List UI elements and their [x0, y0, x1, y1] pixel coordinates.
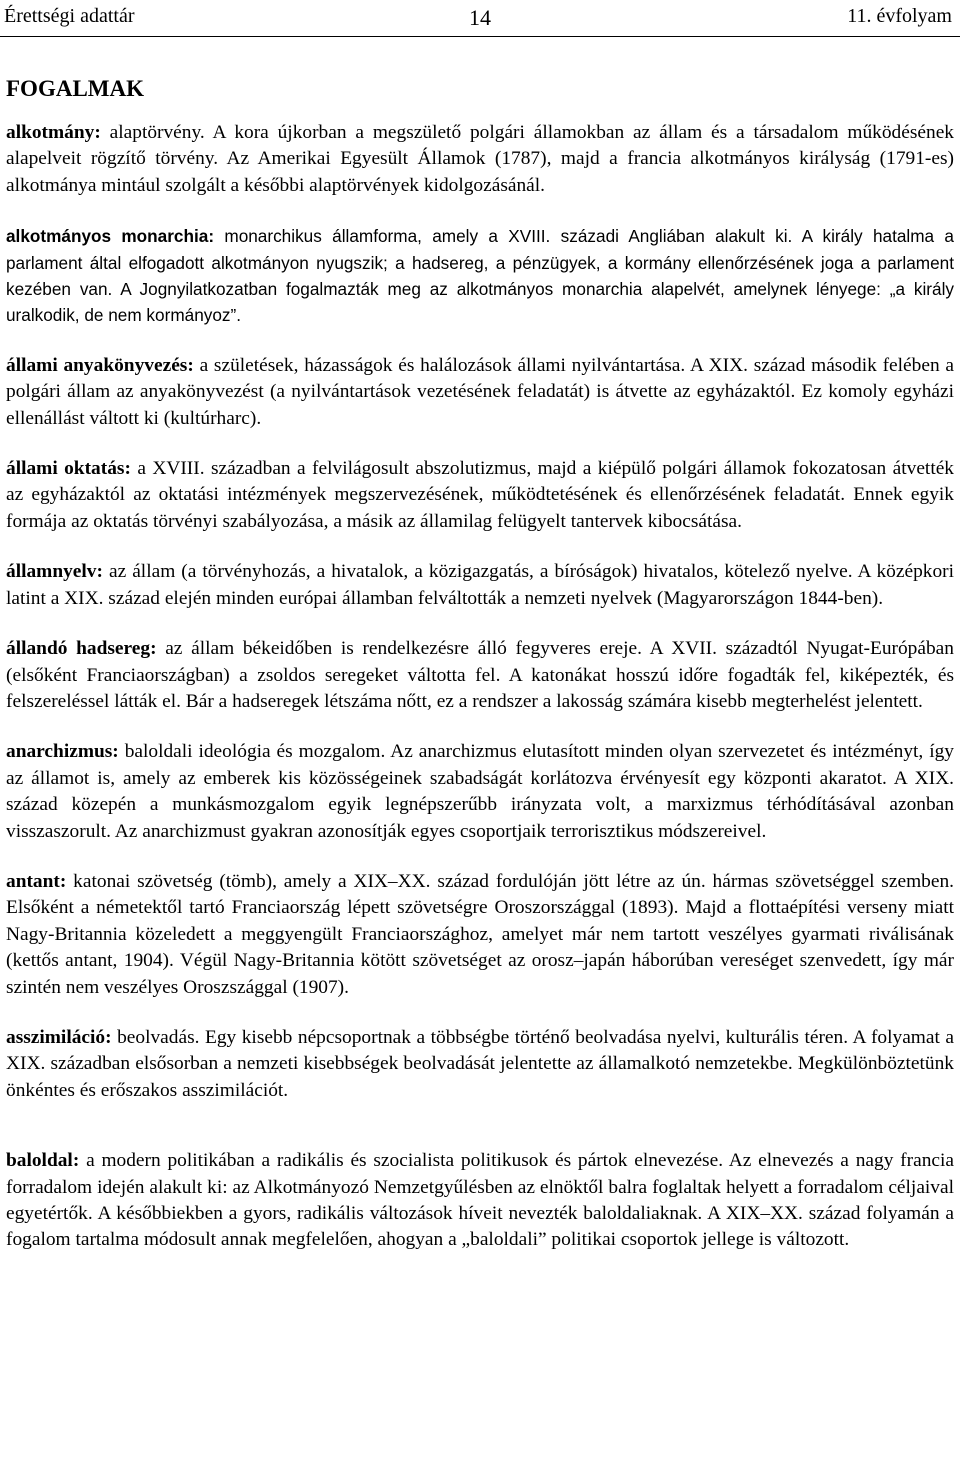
glossary-entry [6, 559, 954, 612]
entry-term: államnyelv: [6, 561, 103, 583]
entry-term: anarchizmus: [6, 741, 119, 763]
page-header [0, 0, 960, 37]
glossary-entry [6, 120, 954, 199]
entry-term: alkotmány: [6, 122, 101, 143]
entry-definition: katonai szövetség (tömb), amely a XIX–XX. század fordulóján jött létre az ún. hármas szövetséggel szemben. Elsőként a németektől tartó Franciaország lépett szövetségre Oroszországgal (1893). Majd a flottaépítési verseny miatt Nagy-Britannia közeledett a meggyengült Franciaországhoz, amelyet már nem tartott veszélyes gyarmati riválisának (kettős antant, 1904). Végül Nagy-Britannia kötött szövetséget az orosz–japán háborúban vereséget szenvedett, így már szintén nem veszélyes Oroszszággal (1907). [6, 870, 954, 998]
entry-definition: alaptörvény. A kora újkorban a megszülető polgári államokban az állam és a társadalom működésének alapelveit rögzítő törvény. Az Amerikai Egyesült Államok (1787), majd a francia alkotmányos királyság (1791-es) alkotmánya mintául szolgált a későbbi alaptörvények kidolgozásánál. [6, 122, 954, 196]
entry-definition: monarchikus államforma, amely a XVIII. századi Angliában alakult ki. A király hatalma a parlament által elfogadott alkotmányon nyugszik; a hadsereg, a pénzügyek, a kormány ellenőrzésének joga a parlament kezében van. A Jognyilatkozatban fogalmazták meg az alkotmányos monarchia alapelvét, amelynek lényege: „a király uralkodik, de nem kormányoz”. [6, 226, 954, 326]
entry-definition: az állam békeidőben is rendelkezésre álló fegyveres ereje. A XVII. századtól Nyugat-Európában (elsőként Franciaországban) a zsoldos seregeket váltotta fel. A katonákat hosszú időre fogadták fel, kiképezték, és felszereléssel látták el. Bár a hadseregek létszáma nőtt, ez a rendszer a lakosság számára kisebb megterhelést jelentett. [6, 638, 954, 712]
glossary-entry [6, 1025, 954, 1104]
glossary-entry [6, 223, 954, 329]
entry-definition: baloldali ideológia és mozgalom. Az anarchizmus elutasított minden olyan szervezetet és intézményt, így az államot is, amely az emberek kis közösségeinek szabadságát korlátozva érvényesít egy központi akaratot. A XIX. század közepén a munkásmozgalom egyik legnépszerűbb irányzata volt, a marxizmus térhódításával azonban visszaszorult. Az anarchizmust gyakran azonosítják egyes csoportjaik terrorisztikus módszereivel. [6, 741, 954, 842]
glossary-entry [6, 636, 954, 715]
entry-definition: a XVIII. században a felvilágosult abszolutizmus, majd a kiépülő polgári államok fokozatosan átvették az egyházaktól az oktatási intézmények megszervezésének, működtetésének és ellenőrzésének feladatát. Ennek egyik formája az oktatás törvényi szabályozása, a másik az államilag felügyelt tantervek kibocsátása. [6, 458, 955, 532]
entry-term: antant: [6, 870, 67, 892]
glossary-entry [6, 869, 954, 1001]
section-title: FOGALMAK [6, 76, 144, 101]
entry-term: baloldal: [6, 1150, 80, 1172]
entry-term: állami oktatás: [6, 458, 131, 480]
entry-definition: az állam (a törvényhozás, a hivatalok, a közigazgatás, a bíróságok) hivatalos, kötelező nyelve. A középkori latint a XIX. század elején minden európai államban felváltották a nemzeti nyelvek (Magyarországon 1844-ben). [6, 561, 954, 609]
header-page-number: 14 [469, 5, 491, 30]
header-grade: 11. évfolyam [847, 5, 952, 27]
glossary-entry [6, 739, 954, 845]
entry-definition: a születések, házasságok és halálozások állami nyilvántartása. A XIX. század második felében a polgári állam az anyakönyvezést (a nyilvántartások vezetésének feladatát) is átvette az egyházaktól. Ez komoly egyházi ellenállást váltott ki (kultúrharc). [6, 354, 954, 429]
glossary-entry [6, 1148, 954, 1254]
glossary-entries [6, 120, 954, 1278]
entry-term: alkotmányos monarchia: [6, 226, 215, 247]
entry-definition: beolvadás. Egy kisebb népcsoportnak a többségbe történő beolvadása nyelvi, kulturális téren. A folyamat a XIX. században elsősorban a nemzeti kisebbségek beolvadását jelentette az államalkotó nemzetekbe. Megkülönböztetünk önkéntes és erőszakos asszimilációt. [6, 1026, 954, 1101]
glossary-entry [6, 456, 954, 535]
entry-term: asszimiláció: [6, 1026, 112, 1048]
entry-term: állandó hadsereg: [6, 638, 157, 660]
entry-definition: a modern politikában a radikális és szocialista politikusok és pártok elnevezése. Az elnevezés a nagy francia forradalom idején alakult ki: az Alkotmányozó Nemzetgyűlésben az elnöktől balra foglaltak helyett a forradalom céljaival egyetértők. A későbbiekben a gyors, radikális változások híveit nevezték baloldaliaknak. A XIX–XX. század folyamán a fogalom tartalma módosult annak megfelelően, ahogyan a „baloldali” politikai csoportok jellege is változott. [6, 1150, 954, 1251]
glossary-entry [6, 353, 954, 432]
header-book-title: Érettségi adattár [4, 5, 135, 27]
entry-term: állami anyakönyvezés: [6, 354, 194, 376]
